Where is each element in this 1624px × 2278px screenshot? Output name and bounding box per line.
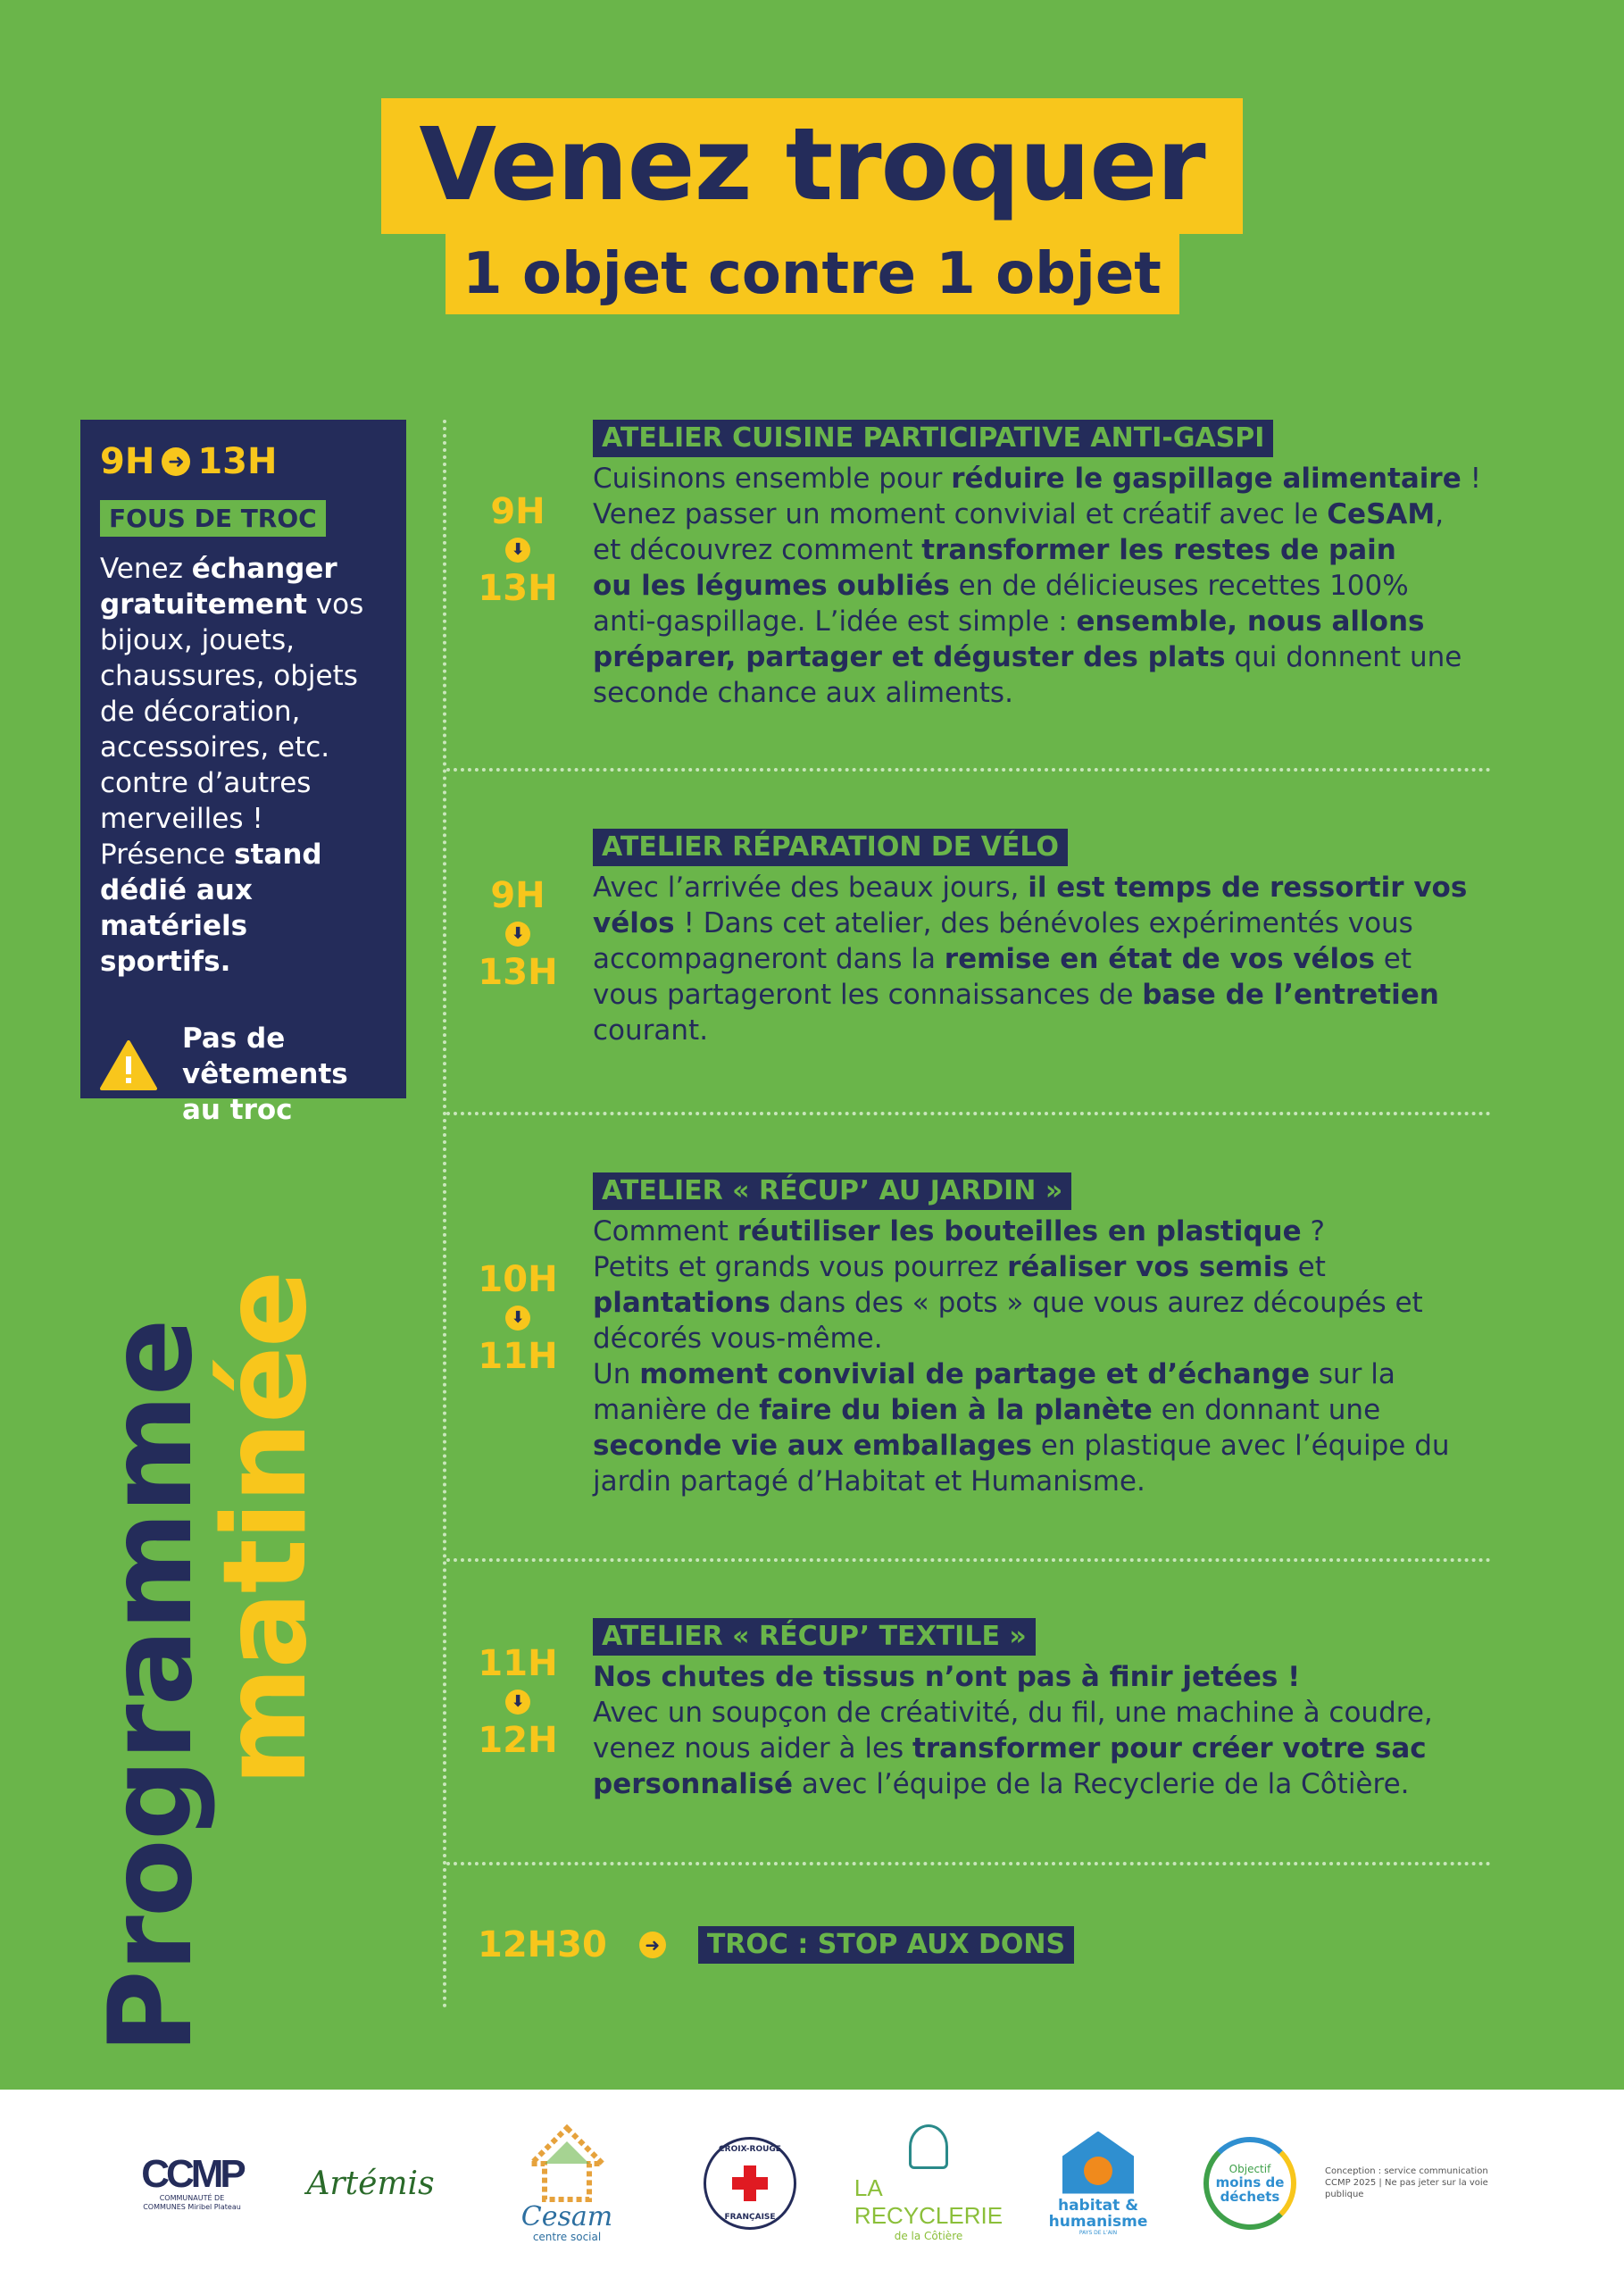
text-run: décorés vous-même. bbox=[593, 1323, 883, 1355]
session-start: 10H bbox=[478, 1259, 558, 1300]
poster-title bbox=[0, 98, 1624, 314]
text-run: et découvrez comment bbox=[593, 534, 922, 566]
warning-icon bbox=[100, 1040, 157, 1090]
text-run: échanger gratuitement bbox=[100, 553, 337, 621]
fous-de-troc-box bbox=[80, 420, 406, 1126]
recyclerie-icon bbox=[909, 2124, 948, 2169]
session-time bbox=[473, 1257, 562, 1379]
session-title: ATELIER « RÉCUP’ AU JARDIN » bbox=[593, 1172, 1071, 1210]
session-time bbox=[473, 489, 562, 611]
cesam-house-icon bbox=[527, 2124, 607, 2204]
text-line bbox=[593, 905, 1503, 941]
text-run: transformer pour créer votre sac bbox=[912, 1732, 1427, 1765]
session-text bbox=[593, 1214, 1503, 1499]
text-run: stand dédié aux matériels sportifs. bbox=[100, 839, 322, 978]
text-line bbox=[593, 1766, 1503, 1802]
text-run: Venez bbox=[100, 553, 192, 585]
text-line bbox=[593, 1392, 1503, 1428]
cesam-name: Cesam bbox=[521, 2201, 613, 2232]
text-run: sur la bbox=[1309, 1358, 1395, 1390]
text-run: moment convivial de partage et d’échange bbox=[639, 1358, 1310, 1390]
divider bbox=[446, 1112, 1491, 1115]
text-run: en plastique avec l’équipe du bbox=[1031, 1430, 1450, 1462]
session-text bbox=[593, 461, 1503, 711]
text-run: réaliser vos semis bbox=[1007, 1251, 1289, 1283]
session-end: 11H bbox=[478, 1336, 558, 1377]
text-line bbox=[593, 1428, 1503, 1464]
text-run: ! bbox=[1461, 463, 1482, 495]
text-line bbox=[593, 1695, 1503, 1731]
text-line bbox=[593, 1214, 1503, 1249]
cesam-sub: centre social bbox=[532, 2231, 602, 2243]
text-line bbox=[593, 870, 1503, 905]
fous-de-troc-time bbox=[100, 441, 387, 482]
divider bbox=[446, 1558, 1491, 1562]
text-line bbox=[593, 1659, 1503, 1695]
habitat-name: habitat & humanisme bbox=[1048, 2196, 1148, 2231]
artemis-logo: Artémis bbox=[306, 2165, 435, 2202]
objectif-line1: Objectif bbox=[1228, 2163, 1271, 2175]
fous-de-troc-text bbox=[100, 551, 387, 980]
text-line bbox=[593, 1731, 1503, 1766]
text-line bbox=[593, 496, 1503, 532]
text-line bbox=[593, 941, 1503, 977]
arrow-right-icon: ➜ bbox=[162, 447, 190, 476]
text-line bbox=[593, 1013, 1503, 1048]
divider bbox=[446, 1862, 1491, 1865]
text-run: et bbox=[1288, 1251, 1326, 1283]
text-run: vélos bbox=[593, 907, 675, 939]
text-run: faire du bien à la planète bbox=[759, 1394, 1153, 1426]
warning-block bbox=[100, 1021, 387, 1128]
text-run: ! Dans cet atelier, des bénévoles expérimentés vous bbox=[674, 907, 1413, 939]
text-run: ou les légumes oubliés bbox=[593, 570, 950, 602]
design-credit: Conception : service communication CCMP 2025 | Ne pas jeter sur la voie publique bbox=[1325, 2166, 1488, 2199]
session-body bbox=[593, 1172, 1503, 1499]
session-start: 9H bbox=[490, 491, 545, 532]
text-run: préparer, partager et déguster des plats bbox=[593, 641, 1226, 673]
session-title: ATELIER RÉPARATION DE VÉLO bbox=[593, 829, 1068, 866]
text-run: en donnant une bbox=[1152, 1394, 1381, 1426]
croix-rouge-logo bbox=[701, 2116, 799, 2250]
text-run: Nos chutes de tissus n’ont pas à finir jetées ! bbox=[593, 1661, 1301, 1693]
text-run: Comment bbox=[593, 1215, 737, 1247]
arrow-down-icon: ⬇ bbox=[505, 1690, 530, 1715]
programme-heading bbox=[80, 1125, 348, 2054]
arrow-down-icon: ⬇ bbox=[505, 538, 530, 563]
text-run: Cuisinons ensemble pour bbox=[593, 463, 952, 495]
session-text bbox=[593, 1659, 1503, 1802]
session-text bbox=[593, 870, 1503, 1048]
objectif-line2: moins de déchets bbox=[1215, 2174, 1285, 2205]
recyclerie-sub: de la Côtière bbox=[894, 2230, 963, 2242]
habitat-house-icon bbox=[1062, 2132, 1134, 2194]
text-line bbox=[593, 1285, 1503, 1321]
red-cross-icon bbox=[732, 2165, 768, 2201]
text-run: vos bijoux, jouets, chaussures, objets de décoration, accessoires, etc. contre d’autres merveilles ! Présence bbox=[100, 588, 364, 871]
text-run: avec l’équipe de la Recyclerie de la Côtière. bbox=[793, 1768, 1410, 1800]
text-run: Avec un soupçon de créativité, du fil, une machine à coudre, bbox=[593, 1697, 1433, 1729]
ccmp-logo-subtext: COMMUNAUTÉ DE COMMUNES Miribel Plateau bbox=[143, 2194, 241, 2211]
divider bbox=[446, 768, 1491, 772]
text-line bbox=[593, 604, 1503, 639]
text-run: qui donnent une bbox=[1225, 641, 1462, 673]
text-run: il est temps de ressortir vos bbox=[1028, 872, 1468, 904]
time-start: 9H bbox=[100, 441, 155, 482]
warning-text: Pas de vêtements au troc bbox=[182, 1022, 348, 1126]
text-run: Petits et grands vous pourrez bbox=[593, 1251, 1008, 1283]
session-time bbox=[473, 1641, 562, 1763]
text-run: réutiliser les bouteilles en plastique bbox=[737, 1215, 1302, 1247]
recyclerie-name: LA RECYCLERIE bbox=[854, 2174, 1004, 2229]
vertical-divider bbox=[443, 420, 446, 2009]
text-run: et bbox=[1374, 943, 1412, 975]
ccmp-logo-text: CCMP bbox=[141, 2152, 243, 2196]
cesam-logo bbox=[509, 2116, 625, 2250]
text-run: ensemble, nous allons bbox=[1076, 605, 1425, 638]
text-line bbox=[593, 977, 1503, 1013]
text-run: transformer les restes de pain bbox=[921, 534, 1396, 566]
final-label: TROC : STOP AUX DONS bbox=[698, 1926, 1074, 1964]
session-title: ATELIER « RÉCUP’ TEXTILE » bbox=[593, 1618, 1036, 1656]
arrow-down-icon: ⬇ bbox=[505, 922, 530, 947]
text-run: manière de bbox=[593, 1394, 760, 1426]
text-run: Venez passer un moment convivial et créatif avec le bbox=[593, 498, 1328, 530]
fous-de-troc-tag: FOUS DE TROC bbox=[100, 500, 326, 537]
text-run: seconde chance aux aliments. bbox=[593, 677, 1013, 709]
recyclerie-logo bbox=[854, 2116, 1004, 2250]
title-sub: 1 objet contre 1 objet bbox=[446, 234, 1179, 314]
text-line bbox=[593, 1321, 1503, 1356]
text-run: accompagneront dans la bbox=[593, 943, 945, 975]
text-run: jardin partagé d’Habitat et Humanisme. bbox=[593, 1465, 1145, 1498]
text-run: vous partageront les connaissances de bbox=[593, 979, 1143, 1011]
text-line bbox=[593, 1464, 1503, 1499]
objectif-moins-de-dechets-logo bbox=[1201, 2116, 1299, 2250]
text-run: plantations bbox=[593, 1287, 770, 1319]
text-run: venez nous aider à les bbox=[593, 1732, 913, 1765]
croix-rouge-top: CROIX-ROUGE bbox=[719, 2145, 781, 2154]
time-end: 13H bbox=[197, 441, 278, 482]
text-run: réduire le gaspillage alimentaire bbox=[951, 463, 1462, 495]
text-run: en de délicieuses recettes 100% bbox=[949, 570, 1409, 602]
arrow-right-icon: ➜ bbox=[639, 1932, 666, 1958]
habitat-sub: PAYS DE L’AIN bbox=[1079, 2229, 1118, 2236]
text-run: dans des « pots » que vous aurez découpés et bbox=[770, 1287, 1423, 1319]
session-body bbox=[593, 420, 1503, 711]
final-time: 12H30 bbox=[478, 1924, 607, 1965]
session-time bbox=[473, 873, 562, 995]
heading-line2: matinée bbox=[199, 1272, 332, 1786]
footer-logos bbox=[0, 2090, 1624, 2278]
session-body bbox=[593, 829, 1503, 1048]
text-line bbox=[593, 568, 1503, 604]
croix-rouge-bottom: FRANÇAISE bbox=[724, 2213, 776, 2222]
text-run: ? bbox=[1301, 1215, 1325, 1247]
text-run: personnalisé bbox=[593, 1768, 794, 1800]
session-start: 9H bbox=[490, 875, 545, 916]
text-line bbox=[593, 639, 1503, 675]
arrow-down-icon: ⬇ bbox=[505, 1306, 530, 1331]
session-title: ATELIER CUISINE PARTICIPATIVE ANTI-GASPI bbox=[593, 420, 1273, 457]
habitat-humanisme-logo bbox=[1048, 2116, 1148, 2250]
text-line bbox=[593, 1249, 1503, 1285]
heading-line1: Programme bbox=[85, 1320, 218, 2054]
ccmp-logo bbox=[143, 2116, 241, 2250]
text-run: CeSAM bbox=[1327, 498, 1436, 530]
text-run: anti-gaspillage. L’idée est simple : bbox=[593, 605, 1077, 638]
final-session bbox=[446, 1918, 1518, 1972]
text-run: courant. bbox=[593, 1014, 709, 1047]
text-run: base de l’entretien bbox=[1142, 979, 1439, 1011]
text-run: Avec l’arrivée des beaux jours, bbox=[593, 872, 1029, 904]
session-start: 11H bbox=[478, 1643, 558, 1684]
text-run: seconde vie aux emballages bbox=[593, 1430, 1032, 1462]
title-main: Venez troquer bbox=[381, 98, 1242, 234]
session-body bbox=[593, 1618, 1503, 1802]
text-line bbox=[593, 461, 1503, 496]
text-run: remise en état de vos vélos bbox=[944, 943, 1375, 975]
text-run: , bbox=[1435, 498, 1445, 530]
session-end: 13H bbox=[478, 952, 558, 993]
text-run: Un bbox=[593, 1358, 640, 1390]
text-line bbox=[593, 675, 1503, 711]
session-end: 12H bbox=[478, 1720, 558, 1761]
text-line bbox=[593, 1356, 1503, 1392]
text-line bbox=[593, 532, 1503, 568]
session-end: 13H bbox=[478, 568, 558, 609]
